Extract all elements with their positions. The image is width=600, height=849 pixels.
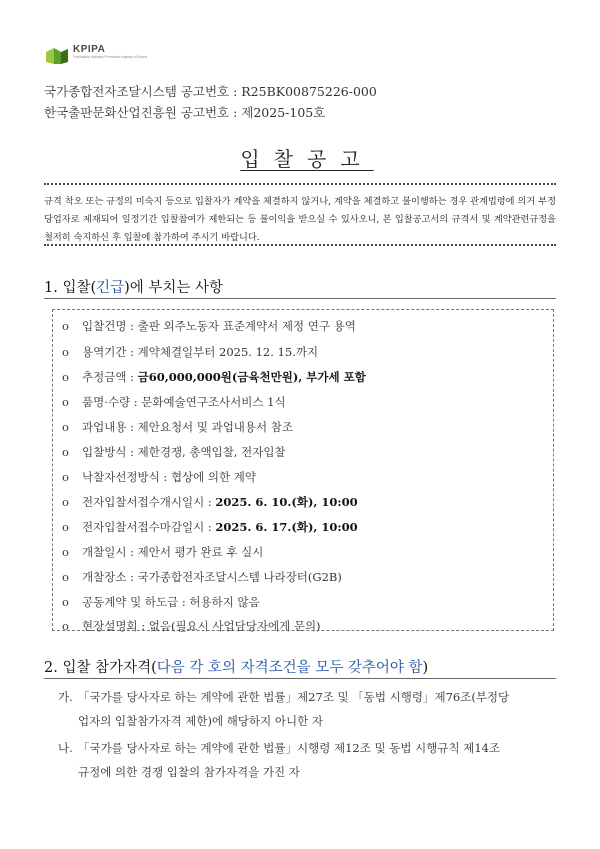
bid-detail-value: 협상에 의한 계약 [170, 470, 257, 484]
bid-detail-value: 제한경쟁, 총액입찰, 전자입찰 [137, 445, 286, 459]
bullet-icon: ο [62, 395, 69, 409]
clause-text: 「국가를 당사자로 하는 계약에 관한 법률」제27조 및 「동법 시행령」제76조(부정당 [78, 690, 510, 704]
bid-detail-value: 허용하지 않음 [189, 595, 260, 609]
bid-detail-item [62, 618, 321, 634]
bullet-icon: ο [62, 470, 69, 484]
clause-marker: 나. [58, 741, 73, 755]
bid-detail-label: 전자입찰서접수마감일시 : [82, 520, 216, 534]
bullet-icon: ο [62, 370, 69, 384]
bullet-icon: ο [62, 570, 69, 584]
bid-detail-item [62, 519, 358, 535]
bid-detail-label: 입찰방식 : [82, 445, 138, 459]
bid-detail-emphasis: 2025. 6. 17.(화), 10:00 [215, 520, 358, 534]
bullet-icon: ο [62, 345, 69, 359]
bottom-dotted-divider [44, 244, 556, 246]
clause-continuation: 업자의 입찰참가자격 제한)에 해당하지 아니한 자 [78, 714, 323, 728]
kpipa-notice-number: 한국출판문화산업진흥원 공고번호 : 제2025-105호 [44, 105, 326, 120]
logo-subtitle: Publication Industry Promotion Agency of Korea [73, 55, 148, 59]
kpipa-logo-mark-icon [44, 44, 70, 66]
bid-detail-label: 용역기간 : [82, 345, 138, 359]
bid-detail-value: 제안요청서 및 과업내용서 참조 [137, 420, 294, 434]
bid-detail-item [62, 444, 286, 460]
urgent-label: 긴급 [96, 280, 125, 296]
qualification-clause [44, 740, 500, 756]
clause-marker: 가. [58, 690, 73, 704]
section-2-heading: 2. 입찰 참가자격(다음 각 호의 자격조건을 모두 갖추어야 함) [44, 660, 429, 676]
top-dotted-divider [44, 183, 556, 185]
bid-detail-label: 낙찰자선정방식 : [82, 470, 171, 484]
g2b-notice-number: 국가종합전자조달시스템 공고번호 : R25BK00875226-000 [44, 84, 377, 99]
qualification-condition-label: 다음 각 호의 자격조건을 모두 갖추어야 함 [156, 660, 423, 676]
section-2-rule [44, 678, 556, 679]
bid-detail-item [62, 344, 318, 360]
bid-detail-value: 국가종합전자조달시스템 나라장터(G2B) [137, 570, 342, 584]
bid-detail-label: 공동계약 및 하도급 : [82, 595, 190, 609]
bid-detail-item [62, 394, 286, 410]
logo-wordmark: KPIPA [73, 44, 106, 55]
bullet-icon: ο [62, 445, 69, 459]
bid-detail-emphasis: 2025. 6. 10.(화), 10:00 [215, 495, 358, 509]
bid-detail-label: 품명·수량 : [82, 395, 142, 409]
bid-detail-value: 없음(필요시 사업담당자에게 문의) [148, 619, 321, 633]
bid-detail-value: 제안서 평가 완료 후 실시 [137, 545, 264, 559]
qualification-clause [44, 689, 509, 705]
page-title: 입찰공고 [240, 147, 374, 171]
bullet-icon: ο [62, 420, 69, 434]
bullet-icon: ο [62, 595, 69, 609]
bid-detail-item [62, 544, 263, 560]
bullet-icon: ο [62, 319, 69, 333]
bid-detail-label: 개찰장소 : [82, 570, 138, 584]
bullet-icon: ο [62, 495, 69, 509]
bid-detail-item [62, 594, 260, 610]
bullet-icon: ο [62, 545, 69, 559]
bid-detail-item [62, 369, 366, 385]
clause-continuation: 규정에 의한 경쟁 입찰의 참가자격을 가진 자 [78, 765, 300, 779]
bid-detail-value: 문화예술연구조사서비스 1식 [141, 395, 286, 409]
bid-detail-value: 계약체결일부터 2025. 12. 15.까지 [137, 345, 319, 359]
bid-detail-label: 추정금액 : [82, 370, 138, 384]
bid-detail-label: 개찰일시 : [82, 545, 138, 559]
bid-detail-label: 현장설명회 : [82, 619, 149, 633]
warning-text: 규격 착오 또는 규정의 미숙지 등으로 입찰자가 계약을 체결하지 않거나, 계약을 체결하고 불이행하는 경우 관계법령에 의거 부정당업자로 제재되어 일정기간 입찰참여가 제한되는 등 불이익을 받으실 수 있사오니, 본 입찰공고서의 규격서 및 계약관련규정을 철저히 숙지하신 후 입찰에 참가하여 주시기 바랍니다. [44, 196, 556, 243]
bid-detail-value: 출판 외주노동자 표준계약서 제정 연구 용역 [137, 319, 356, 333]
bid-detail-label: 입찰건명 : [82, 319, 138, 333]
kpipa-logo [44, 44, 147, 68]
bid-detail-item [62, 569, 342, 585]
bullet-icon: ο [62, 619, 69, 633]
bid-detail-item [62, 494, 358, 510]
bid-detail-label: 전자입찰서접수개시일시 : [82, 495, 216, 509]
bid-detail-item [62, 318, 356, 334]
bid-detail-label: 과업내용 : [82, 420, 138, 434]
bid-detail-emphasis: 금60,000,000원(금육천만원), 부가세 포함 [137, 370, 366, 384]
bid-detail-item [62, 419, 293, 435]
bid-detail-item [62, 469, 256, 485]
clause-text: 「국가를 당사자로 하는 계약에 관한 법률」시행령 제12조 및 동법 시행규칙 제14조 [78, 741, 501, 755]
section-1-heading: 1. 입찰(긴급)에 부치는 사항 [44, 280, 224, 296]
section-1-rule [44, 298, 556, 299]
bullet-icon: ο [62, 520, 69, 534]
